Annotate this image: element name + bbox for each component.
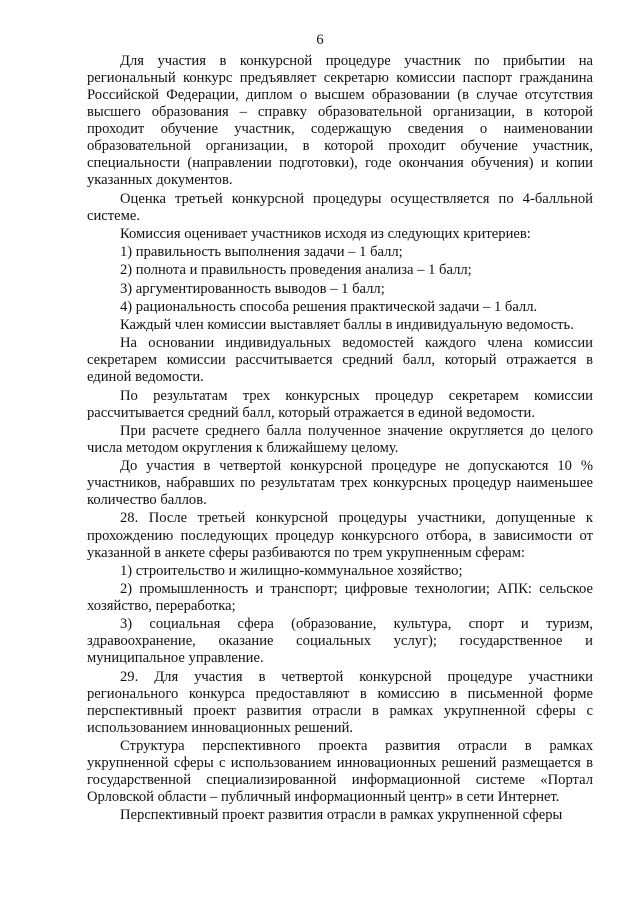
paragraph-scoring-system: Оценка третьей конкурсной процедуры осуществляется по 4-балльной системе. (87, 190, 593, 224)
paragraph-three-procedures: По результатам трех конкурсных процедур секретарем комиссии рассчитывается средний балл, который отражается в единой ведомости. (87, 387, 593, 421)
paragraph-exclusion: До участия в четвертой конкурсной процедуре не допускаются 10 % участников, набравших по результатам трех конкурсных процедур наименьшее количество баллов. (87, 458, 593, 509)
list-item-criterion-1: 1) правильность выполнения задачи – 1 балл; (120, 244, 403, 261)
page-number: 6 (316, 32, 324, 48)
list-item-sphere-3: 3) социальная сфера (образование, культура, спорт и туризм, здравоохранение, оказание социальных услуг); государственное и муниципальное управление. (87, 616, 593, 667)
list-item-criterion-2: 2) полнота и правильность проведения анализа – 1 балл; (120, 262, 472, 279)
paragraph-criteria-intro: Комиссия оценивает участников исходя из следующих критериев: (120, 225, 531, 242)
paragraph-document-requirements: Для участия в конкурсной процедуре участник по прибытии на региональный конкурс предъявляет секретарю комиссии паспорт гражданина Российской Федерации, диплом о высшем образовании (в случае отсутствия высшего образования – справку образовательной организации, в которой проходит обучение участник, содержащую сведения о наименовании образовательной организации, в которой проходит обучение участник, специальности (направлении подготовки), годе окончания обучения) и копии указанных документов. (87, 53, 593, 189)
list-item-sphere-1: 1) строительство и жилищно-коммунальное хозяйство; (120, 562, 463, 579)
document-body (87, 53, 593, 826)
list-item-criterion-4: 4) рациональность способа решения практической задачи – 1 балл. (120, 298, 538, 315)
list-item-criterion-3: 3) аргументированность выводов – 1 балл; (120, 280, 385, 297)
list-item-sphere-2: 2) промышленность и транспорт; цифровые технологии; АПК: сельское хозяйство, переработка; (87, 581, 593, 615)
paragraph-project-structure: Структура перспективного проекта развития отрасли в рамках укрупненной сферы с использованием инновационных решений размещается в государственной специализированной информационной системе «Портал Орловской области – публичный информационный центр» в сети Интернет. (87, 738, 593, 806)
paragraph-individual-sheet: Каждый член комиссии выставляет баллы в индивидуальную ведомость. (120, 317, 574, 334)
paragraph-rounding: При расчете среднего балла полученное значение округляется до целого числа методом округления к ближайшему целому. (87, 422, 593, 456)
paragraph-item-28: 28. После третьей конкурсной процедуры участники, допущенные к прохождению последующих процедур конкурсного отбора, в зависимости от указанной в анкете сферы разбиваются по трем укрупненным сферам: (87, 510, 593, 561)
paragraph-average-score: На основании индивидуальных ведомостей каждого члена комиссии секретарем комиссии рассчитывается средний балл, который отражается в единой ведомости. (87, 335, 593, 386)
paragraph-project-continued: Перспективный проект развития отрасли в рамках укрупненной сферы (120, 807, 563, 824)
paragraph-item-29: 29. Для участия в четвертой конкурсной процедуре участники регионального конкурса предоставляют в комиссию в письменной форме перспективный проект развития отрасли в рамках укрупненной сферы с использованием инновационных решений. (87, 668, 593, 736)
